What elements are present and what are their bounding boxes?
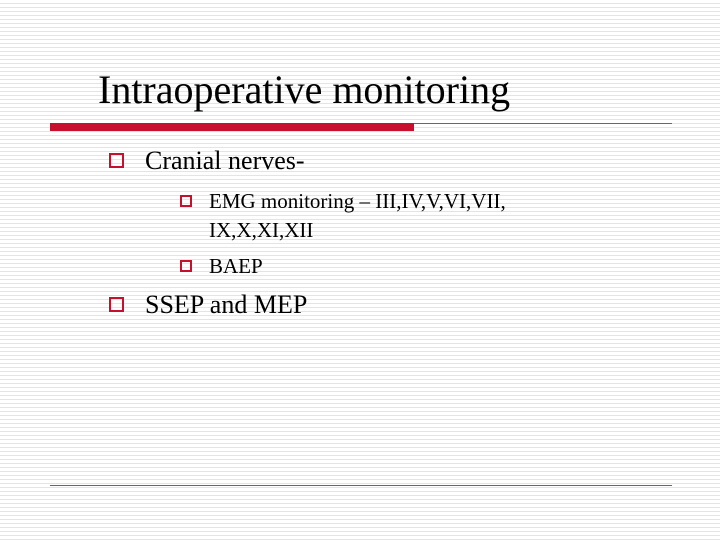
sub-bullet-emg-monitoring bbox=[209, 187, 506, 245]
sub-bullet-text: BAEP bbox=[209, 254, 263, 278]
bullet-text: SSEP and MEP bbox=[145, 290, 308, 319]
slide-title: Intraoperative monitoring bbox=[98, 67, 511, 112]
bullet-cranial-nerves bbox=[145, 146, 305, 176]
bullet-ssep-mep bbox=[145, 290, 307, 320]
sub-bullet-text-line2: IX,X,XI,XII bbox=[209, 218, 314, 242]
hollow-square-icon bbox=[109, 153, 124, 168]
sub-bullet-baep bbox=[209, 252, 263, 281]
hollow-square-icon bbox=[180, 195, 192, 207]
footer-rule bbox=[50, 485, 672, 486]
bullet-text: Cranial nerves- bbox=[145, 146, 305, 175]
hollow-square-icon bbox=[109, 297, 124, 312]
sub-bullet-text-line1: EMG monitoring – III,IV,V,VI,VII, bbox=[209, 189, 506, 213]
hollow-square-icon bbox=[180, 260, 192, 272]
